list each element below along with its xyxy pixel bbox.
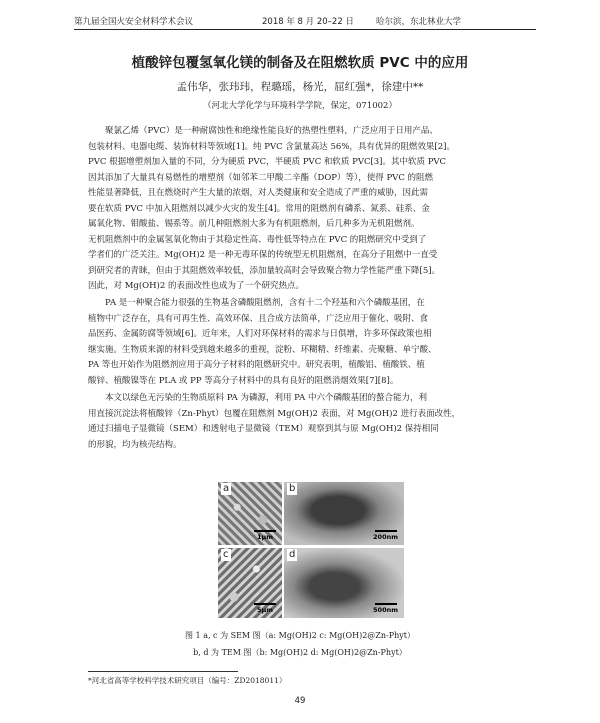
text-line: PVC 根据增塑剂加入量的不同，分为硬质 PVC，半硬质 PVC 和软质 PVC[3]。其中软质 PVC <box>88 157 447 167</box>
text-line: PA 等也开始作为阻燃剂应用于高分子材料的阻燃研究中。研究表明，植酸铝、植酸铁、植 <box>88 360 425 370</box>
header-date: 2018 年 8 月 20–22 日 <box>262 17 354 27</box>
scale-bar-label: 5μm <box>256 606 274 614</box>
header-rule <box>74 29 536 30</box>
sem-panel-c <box>218 548 282 618</box>
panel-label: a <box>223 483 230 494</box>
text-line: 包装材料、电器电缆、装饰材料等领域[1]。纯 PVC 含氯量高达 56%，具有优异的阻燃效果[2]。 <box>88 141 455 152</box>
text-line: 因其添加了大量具有易燃性的增塑剂（如邻苯二甲酸二辛酯（DOP）等），使得 PVC 的阻燃 <box>88 172 434 183</box>
text-line: 因此，对 Mg(OH)2 的表面改性也成为了一个研究热点。 <box>88 281 304 291</box>
text-line: 继实施。生物质来源的材料受到越来越多的重视，淀粉、环糊精、纤维素、壳聚糖、单宁酸、 <box>88 344 437 355</box>
panel-label: d <box>289 549 296 560</box>
text-line: 本文以绿色无污染的生物质原料 PA 为磷源，利用 PA 中六个磷酸基团的螯合能力，利 <box>105 393 427 403</box>
paper-title: 植酸锌包覆氢氧化镁的制备及在阻燃软质 PVC 中的应用 <box>131 55 469 71</box>
text-line: 到研究者的青睐，但由于其阻燃效率较低，添加量较高时会导致聚合物力学性能严重下降[5]。 <box>88 265 441 276</box>
panel-label: c <box>223 549 229 560</box>
footnote-rule <box>88 671 238 672</box>
text-line: PA 是一种聚合能力很强的生物基含磷酸阻燃剂，含有十二个羟基和六个磷酸基团，在 <box>105 298 425 308</box>
affiliation: （河北大学化学与环境科学学院，保定，071002） <box>203 101 397 111</box>
text-line: 用直接沉淀法将植酸锌（Zn-Phyt）包覆在阻燃剂 Mg(OH)2 表面，对 Mg(OH)2 进行表面改性， <box>88 408 461 419</box>
panel-label: b <box>289 483 296 494</box>
scale-bar <box>254 530 276 541</box>
text-line: 无机阻燃剂中的金属氢氧化物由于其稳定性高、毒性低等特点在 PVC 的阻燃研究中受到了 <box>88 234 427 245</box>
text-line: 聚氯乙烯（PVC）是一种耐腐蚀性和绝缘性能良好的热塑性塑料，广泛应用于日用产品、 <box>105 126 438 136</box>
footnote: *河北省高等学校科学技术研究项目（编号：ZD2018011） <box>88 676 287 685</box>
text-line: 酸锌、植酸镍等在 PLA 或 PP 等高分子材料中的具有良好的阻燃消烟效果[7][8]。 <box>88 375 399 386</box>
text-line: 的形貌，均为核壳结构。 <box>88 439 182 450</box>
running-header <box>0 0 600 34</box>
figure-caption-continued: b, d 为 TEM 图（b: Mg(OH)2 d: Mg(OH)2@Zn-Phyt） <box>193 648 407 657</box>
tem-panel-d <box>284 548 404 618</box>
header-conference: 第九届全国火安全材料学术会议 <box>74 17 194 27</box>
author-list: 孟伟华，张玮玮，程璐瑶，杨光，屈红强*，徐建中** <box>176 81 424 93</box>
microscopy-figure <box>218 482 404 618</box>
scale-bar <box>254 603 276 614</box>
scale-bar <box>373 530 398 541</box>
text-line: 品医药、金属防腐等领域[6]。近年来，人们对环保材料的需求与日俱增，许多环保政策也相 <box>88 329 432 339</box>
text-line: 通过扫描电子显微镜（SEM）和透射电子显微镜（TEM）观察到其与原 Mg(OH)2 保持相同 <box>88 424 439 434</box>
page-number: 49 <box>294 696 306 706</box>
tem-panel-b <box>284 482 404 545</box>
sem-panel-a <box>218 482 282 545</box>
scale-bar <box>373 603 398 614</box>
text-line: 要在软质 PVC 中加入阻燃剂以减少火灾的发生[4]。常用的阻燃剂有磷系、氮系、硅系、金 <box>88 203 430 214</box>
paragraph-intro <box>88 124 518 295</box>
text-line: 属氧化物、钼酸盐、锡系等。前几种阻燃剂大多为有机阻燃剂，后几种多为无机阻燃剂。 <box>88 219 420 229</box>
scale-bar-label: 200nm <box>373 533 398 541</box>
scale-bar-label: 1μm <box>256 533 274 541</box>
paragraph-phytic-acid <box>88 296 518 389</box>
text-line: 植物中广泛存在，具有可再生性、高效环保、且合成方法简单，广泛应用于催化、吸附、食 <box>88 313 429 324</box>
header-location: 哈尔滨，东北林业大学 <box>376 17 462 27</box>
text-line: 性能显著降低，且在燃烧时产生大量的浓烟，对人类健康和安全造成了严重的威胁，因此需 <box>88 188 429 198</box>
text-line: 学者们的广泛关注。Mg(OH)2 是一种无毒环保的传统型无机阻燃剂，在高分子阻燃中一直受 <box>88 250 438 260</box>
scale-bar-label: 500nm <box>373 606 398 614</box>
figure-caption: 图 1 a, c 为 SEM 图（a: Mg(OH)2 c: Mg(OH)2@Zn-Phyt） <box>185 631 415 640</box>
paragraph-method <box>88 391 518 453</box>
